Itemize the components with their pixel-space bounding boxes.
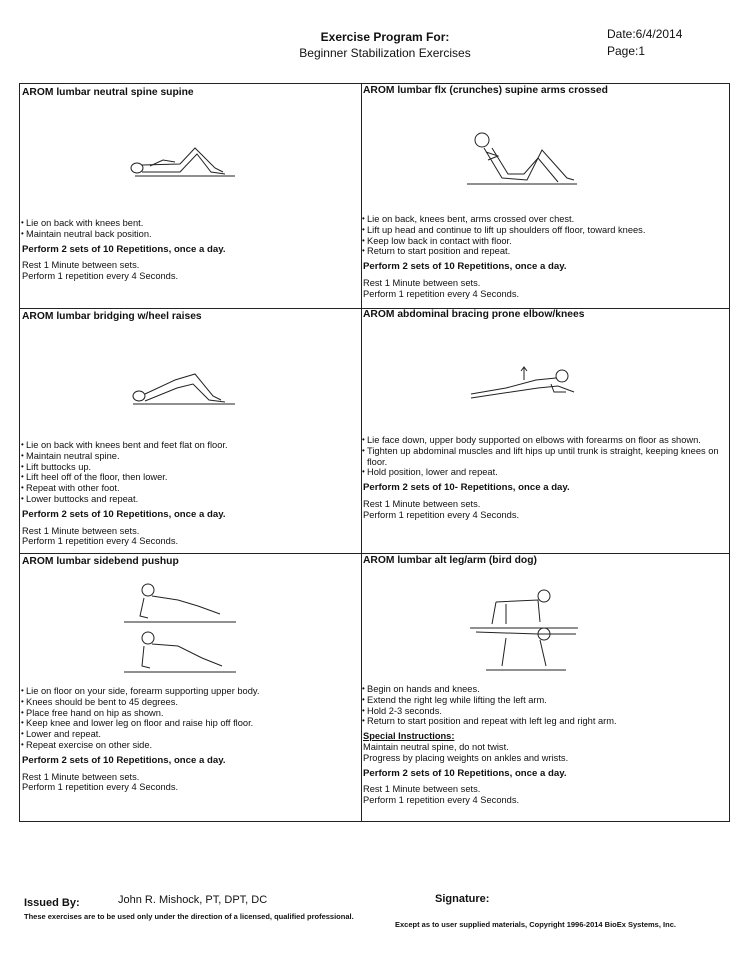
steps-list: [22, 218, 358, 240]
step-item: • Repeat with other foot.: [22, 483, 358, 494]
crunch-figure: [462, 128, 580, 188]
rest-instruction: Rest 1 Minute between sets.: [363, 277, 481, 288]
step-item: • Lift heel off of the floor, then lower.: [22, 472, 358, 483]
issued-by-label: Issued By:: [24, 897, 80, 909]
step-item: • Lie on floor on your side, forearm supporting upper body.: [22, 686, 358, 697]
steps-list: [22, 686, 358, 751]
pace-instruction: Perform 1 repetition every 4 Seconds.: [363, 795, 520, 806]
page-number: Page:1: [607, 44, 646, 58]
step-item: • Keep low back in contact with floor.: [363, 236, 727, 247]
sets-instruction: Perform 2 sets of 10- Repetitions, once a day.: [363, 482, 570, 494]
exercise-title: AROM abdominal bracing prone elbow/knees: [363, 309, 585, 320]
step-item: • Lower and repeat.: [22, 729, 358, 740]
step-item: • Maintain neutral spine.: [22, 451, 358, 462]
usage-note: These exercises are to be used only under the direction of a licensed, qualified professional.: [24, 912, 354, 921]
sets-instruction: Perform 2 sets of 10 Repetitions, once a day.: [22, 754, 226, 766]
rest-instruction: Rest 1 Minute between sets.: [363, 784, 481, 795]
step-item: • Lift up head and continue to lift up shoulders off floor, toward knees.: [363, 225, 727, 236]
bird-dog-figure: [466, 588, 582, 678]
exercise-body-6: [363, 684, 727, 806]
step-item: • Begin on hands and knees.: [363, 684, 727, 695]
signature-label: Signature:: [435, 893, 490, 905]
exercise-cell-1: [22, 88, 358, 101]
pace-instruction: Perform 1 repetition every 4 Seconds.: [363, 288, 520, 299]
step-item: • Lie on back, knees bent, arms crossed over chest.: [363, 214, 727, 225]
step-item: • Hold 2-3 seconds.: [363, 706, 727, 717]
rest-instruction: Rest 1 Minute between sets.: [22, 771, 140, 782]
steps-list: [22, 440, 358, 505]
step-item: • Lie on back with knees bent and feet flat on floor.: [22, 440, 358, 451]
step-item: • Extend the right leg while lifting the left arm.: [363, 695, 727, 706]
exercise-title: AROM lumbar flx (crunches) supine arms crossed: [363, 85, 608, 96]
exercise-cell-2: [363, 86, 727, 99]
rest-instruction: Rest 1 Minute between sets.: [363, 498, 481, 509]
exercise-cell-4: [363, 310, 727, 323]
exercise-title: AROM lumbar bridging w/heel raises: [22, 311, 202, 322]
prone-elbows-figure: [466, 362, 578, 402]
step-item: • Return to start position and repeat with left leg and right arm.: [363, 716, 727, 727]
pace-instruction: Perform 1 repetition every 4 Seconds.: [22, 782, 179, 793]
rest-instruction: Rest 1 Minute between sets.: [22, 525, 140, 536]
pace-instruction: Perform 1 repetition every 4 Seconds.: [22, 271, 179, 282]
step-item: • Lie on back with knees bent.: [22, 218, 358, 229]
pace-instruction: Perform 1 repetition every 4 Seconds.: [22, 536, 179, 547]
exercise-title: AROM lumbar neutral spine supine: [22, 87, 194, 98]
sets-instruction: Perform 2 sets of 10 Repetitions, once a day.: [22, 243, 226, 255]
special-instruction: Progress by placing weights on ankles and wrists.: [363, 752, 569, 763]
step-item: • Tighten up abdominal muscles and lift hips up until trunk is straight, keeping knees on floor.: [363, 446, 727, 468]
side-plank-figure: [118, 580, 243, 680]
rest-instruction: Rest 1 Minute between sets.: [22, 260, 140, 271]
date-label: Date:6/4/2014: [607, 27, 683, 41]
steps-list: [363, 684, 727, 727]
steps-list: [363, 214, 727, 257]
step-item: • Lie face down, upper body supported on elbows with forearms on floor as shown.: [363, 435, 727, 446]
step-item: • Knees should be bent to 45 degrees.: [22, 697, 358, 708]
bridge-figure: [125, 368, 240, 408]
step-item: • Lower buttocks and repeat.: [22, 494, 358, 505]
issued-by-name: John R. Mishock, PT, DPT, DC: [118, 894, 268, 906]
sets-instruction: Perform 2 sets of 10 Repetitions, once a day.: [22, 508, 226, 520]
exercise-body-1: [22, 218, 358, 282]
grid-divider-row2: [19, 553, 730, 554]
exercise-cell-3: [22, 312, 358, 325]
exercise-body-3: [22, 440, 358, 547]
step-item: • Hold position, lower and repeat.: [363, 467, 727, 478]
sets-instruction: Perform 2 sets of 10 Repetitions, once a day.: [363, 767, 567, 779]
step-item: • Place free hand on hip as shown.: [22, 708, 358, 719]
exercise-body-4: [363, 435, 727, 521]
supine-knees-bent-figure: [125, 138, 240, 183]
steps-list: [363, 435, 727, 478]
step-item: • Lift buttocks up.: [22, 462, 358, 473]
program-title: Exercise Program For:: [320, 30, 450, 44]
step-item: • Keep knee and lower leg on floor and raise hip off floor.: [22, 718, 358, 729]
exercise-title: AROM lumbar sidebend pushup: [22, 556, 179, 567]
exercise-title: AROM lumbar alt leg/arm (bird dog): [363, 555, 537, 566]
copyright-note: Except as to user supplied materials, Copyright 1996-2014 BioEx Systems, Inc.: [395, 920, 676, 929]
exercise-body-5: [22, 686, 358, 793]
step-item: • Maintain neutral back position.: [22, 229, 358, 240]
special-instruction: Maintain neutral spine, do not twist.: [363, 741, 509, 752]
pace-instruction: Perform 1 repetition every 4 Seconds.: [363, 509, 520, 520]
program-subtitle: Beginner Stabilization Exercises: [299, 46, 471, 60]
sets-instruction: Perform 2 sets of 10 Repetitions, once a day.: [363, 261, 567, 273]
step-item: • Return to start position and repeat.: [363, 246, 727, 257]
step-item: • Repeat exercise on other side.: [22, 740, 358, 751]
exercise-body-2: [363, 214, 727, 300]
exercise-cell-6: [363, 556, 727, 569]
exercise-cell-5: [22, 557, 358, 570]
special-instructions-heading: Special Instructions:: [363, 731, 455, 742]
